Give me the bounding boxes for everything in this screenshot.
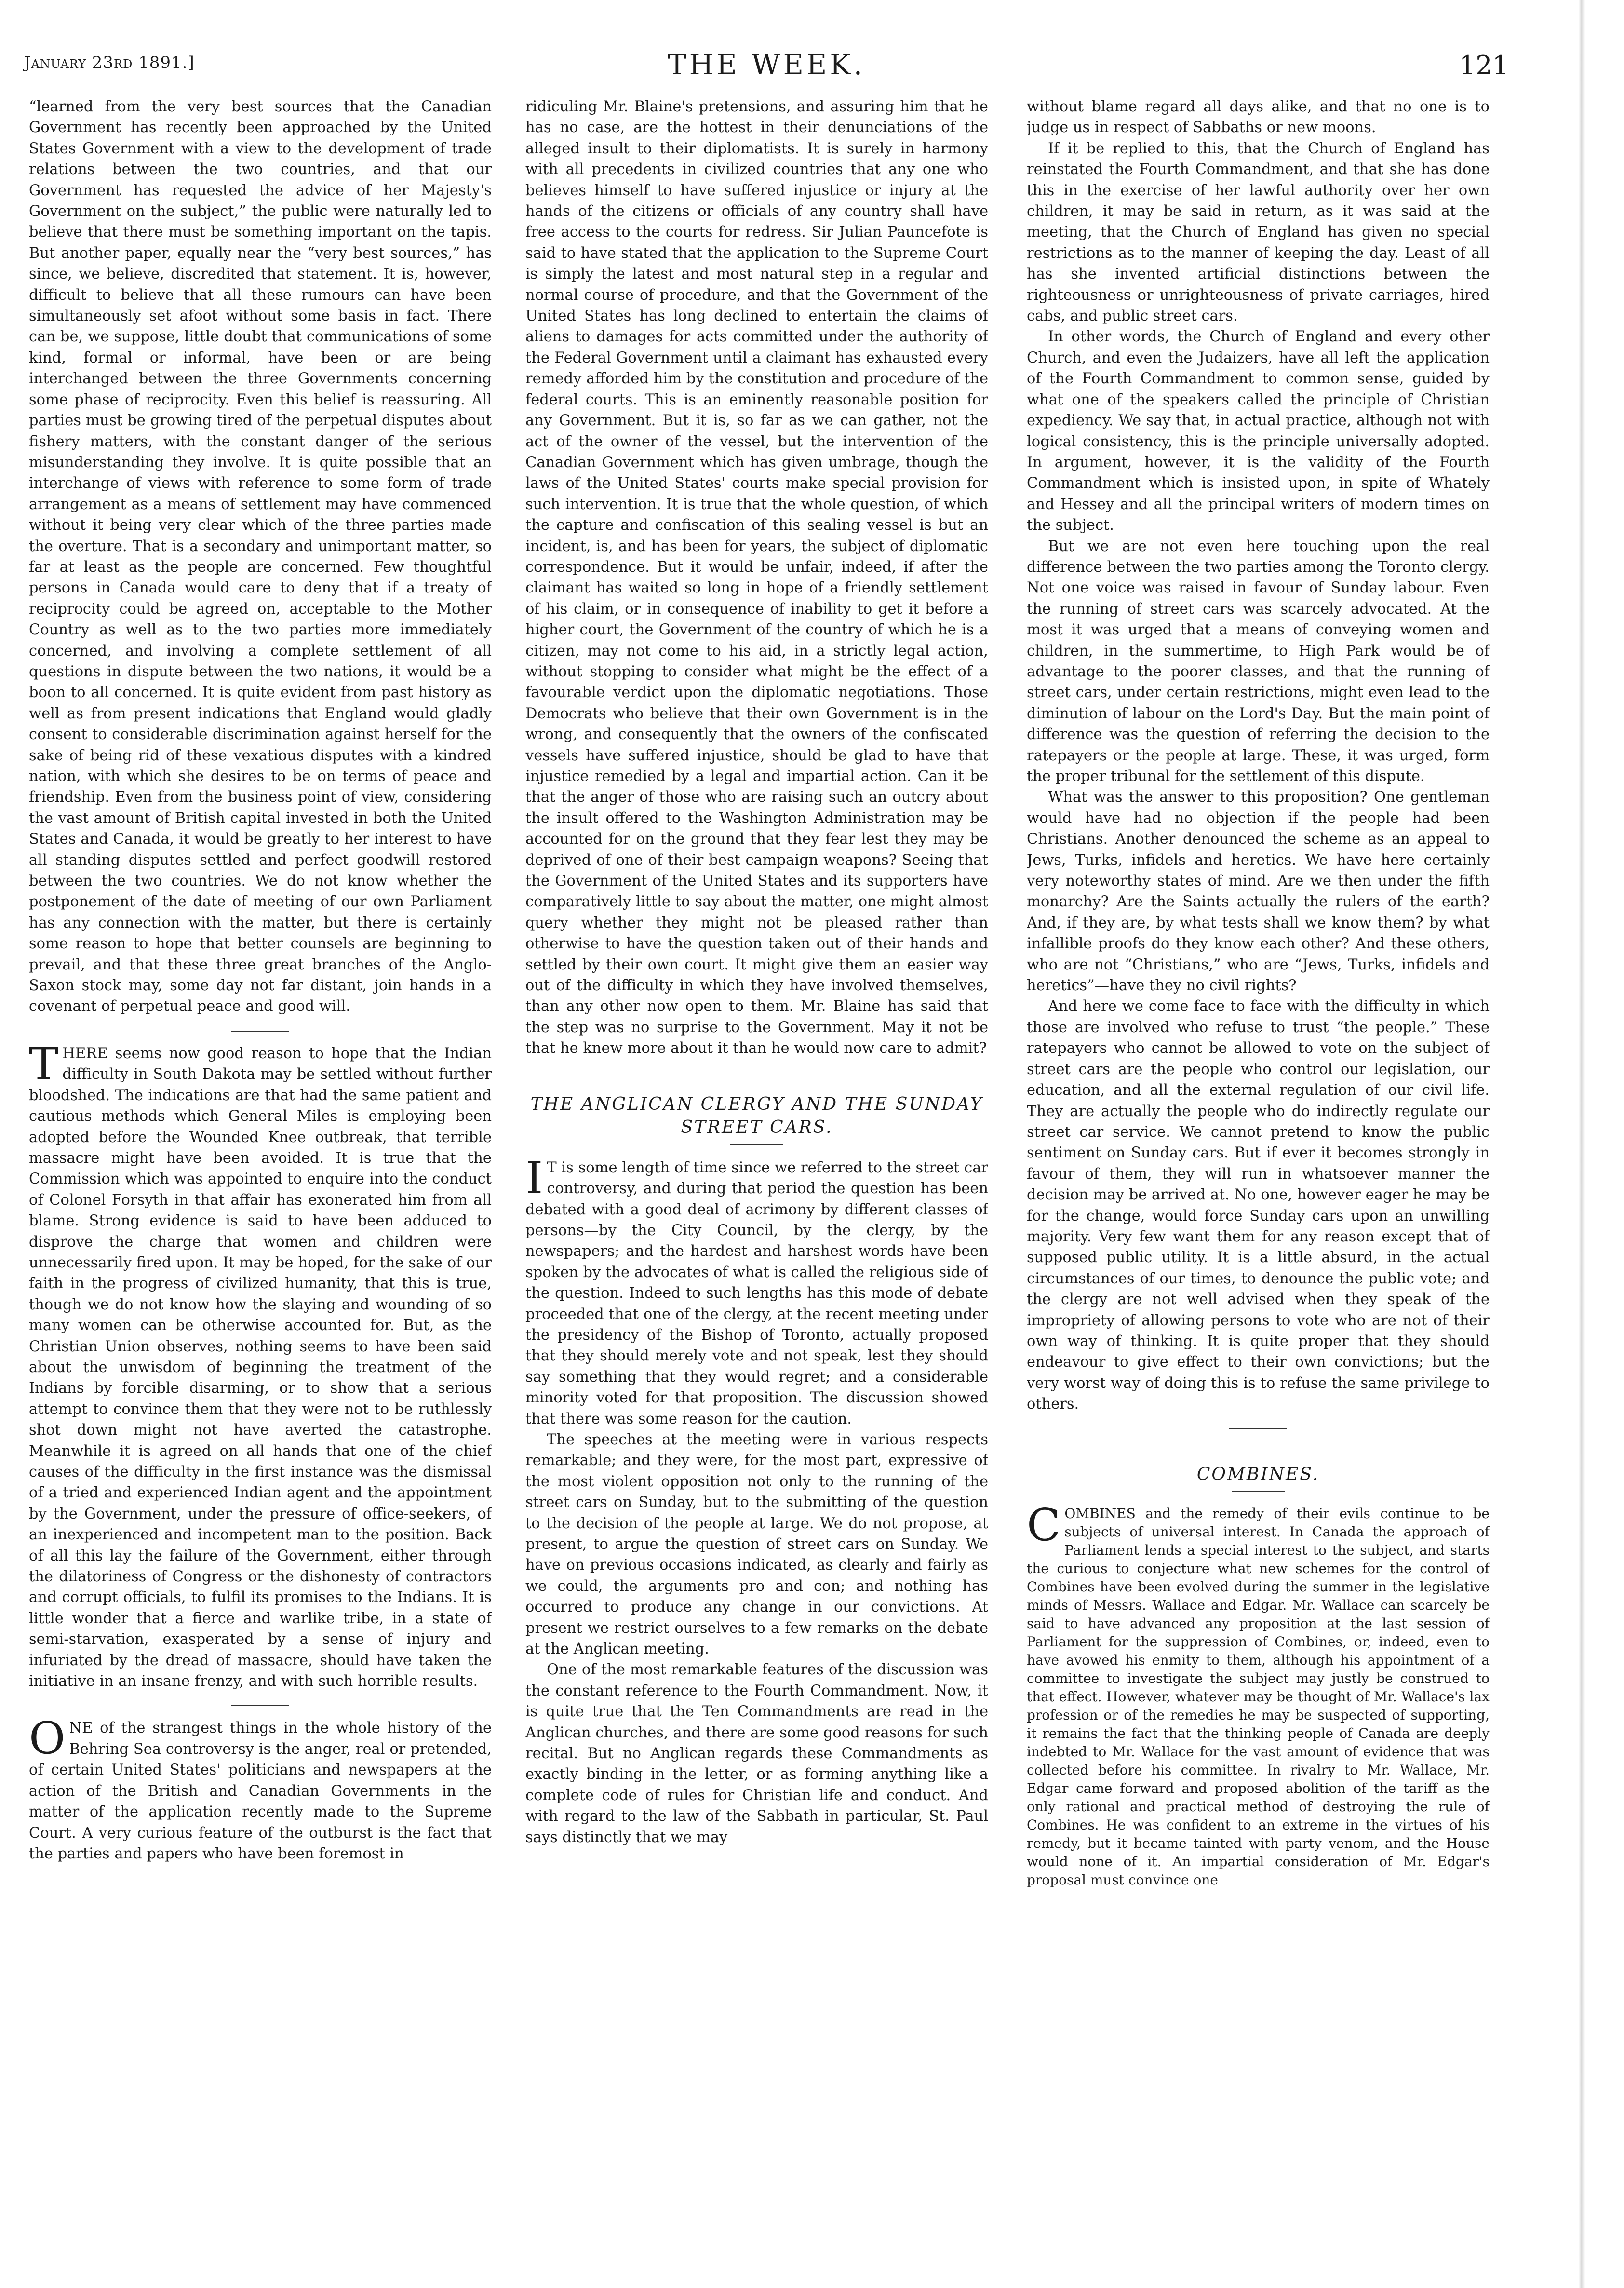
article-paragraph: And here we come face to face with the difficulty in which those are involved who refuse to trust “the people.” These ratepayers who cannot be allowed to vote on the subject of street cars are the people who control our legislation, our education, and all the external regulation of our civil life. They are actually the people who do indirectly regulate our street car service. We cannot pretend to know the public sentiment on Sunday cars. But if ever it becomes strongly in favour of them, they will run in whatsoever manner the decision may be arrived at. No one, however eager he may be for the change, would force Sunday cars upon an unwilling majority. Very few want them for any reason except that of supposed public utility. It is a little absurd, in the actual circumstances of our times, to denounce the public vote; and the clergy are not well advised when they speak of the impropriety of allowing persons to vote who are not of their own way of thinking. It is quite proper that they should endeavour to give effect to their own convictions; but the very worst way of doing this is to refuse the same privilege to others.	[1027, 998, 1490, 1413]
article-paragraph: In other words, the Church of England and every other Church, and even the Judaizers, have all left the application of the Fourth Commandment to common sense, guided by what one of the speakers called the principle of Christian expediency. We say that, in actual practice, although not with logical consistency, this is the principle universally adopted. In argument, however, it is the validity of the Fourth Commandment which is insisted upon, in spite of Whately and Hessey and all the principal writers of modern times on the subject.	[1027, 328, 1490, 534]
article-paragraph: without blame regard all days alike, and that no one is to judge us in respect of Sabbaths or new moons.	[1027, 98, 1490, 136]
article-paragraph: The speeches at the meeting were in various respects remarkable; and they were, for the most part, expressive of the most violent opposition not only to the running of the street cars on Sunday, but to the submitting of the question to the decision of the people at large. We do not propose, at present, to argue the question of street cars on Sunday. We have on previous occasions indicated, as clearly and fairly as we could, the arguments pro and con; and nothing has occurred to produce any change in our convictions. At present we restrict ourselves to a few remarks on the debate at the Anglican meeting.	[525, 1431, 988, 1658]
article-indian-difficulty	[29, 1037, 492, 1692]
column-1	[29, 96, 492, 2251]
title-divider	[730, 1144, 783, 1145]
drop-cap: I	[525, 1152, 543, 1204]
title-divider	[1232, 1491, 1285, 1492]
section-divider	[231, 1031, 289, 1032]
article-paragraph: But we are not even here touching upon the real difference between the two parties among the Toronto clergy. Not one voice was raised in favour of Sunday labour. Even the running of street cars was scarcely advocated. At the most it was urged that a means of conveying women and children, in the summertime, to High Park would be of advantage to the poorer classes, and that the running of street cars, under certain restrictions, might even lead to the diminution of labour on the Lord's Day. But the main point of difference was the question of referring the decision to the ratepayers or the people at large. These, it was urged, form the proper tribunal for the settlement of this dispute.	[1027, 538, 1490, 785]
issue-date: January 23rd 1891.]	[24, 53, 195, 72]
article-reciprocity-text: “learned from the very best sources that the Canadian Government has recently been approached by the United States Government with a view to the development of trade relations between the two countries, and that our Government has requested the advice of her Majesty's Government on the subject,” the public were naturally led to believe that there must be something important on the tapis. But another paper, equally near the “very best sources,” has since, we believe, discredited that statement. It is, however, difficult to believe that all these rumours can have been simultaneously set afoot without some basis in fact. There can be, we suppose, little doubt that communications of some kind, formal or informal, have been or are being interchanged between the three Governments concerning some phase of reciprocity. Even this belief is reassuring. All parties must be growing tired of the perpetual disputes about fishery matters, with the constant danger of the serious misunderstanding they involve. It is quite possible that an interchange of views with reference to some form of trade arrangement as a means of settlement may have commenced without it being very clear which of the three parties made the overture. That is a secondary and unimportant matter, so far at least as the people are concerned. Few thoughtful persons in Canada would care to deny that if a treaty of reciprocity could be agreed on, acceptable to the Mother Country as well as to the two parties more immediately concerned, and involving a complete settlement of all questions in dispute between the two nations, it would be a boon to all concerned. It is quite evident from past history as well as from present indications that England would gladly consent to considerable discrimination against herself for the sake of being rid of these vexatious disputes with a kindred nation, with which she desires to be on terms of peace and friendship. Even from the business point of view, considering the vast amount of British capital invested in both the United States and Canada, it would be greatly to her interest to have all standing disputes settled and perfect goodwill restored between the two countries. We do not know whether the postponement of the date of meeting of our own Parliament has any connection with the matter, but there is certainly some reason to hope that better counsels are beginning to prevail, and that these three great branches of the Anglo-Saxon stock may, some day not far distant, join hands in a covenant of perpetual peace and good will.	[29, 98, 492, 1015]
binding-edge	[1579, 0, 1585, 2288]
article-behring-sea	[29, 1712, 492, 1864]
section-divider	[231, 1705, 289, 1706]
article-title-anglican-clergy: THE ANGLICAN CLERGY AND THE SUNDAY STREET CARS.	[530, 1094, 983, 1137]
article-paragraph: If it be replied to this, that the Church of England has reinstated the Fourth Commandment, and that she has done this in the exercise of her lawful authority over her own children, it may be said in return, as it was said at the meeting, that the Church of England has given no special restrictions as to the manner of keeping the day. Least of all has she invented artificial distinctions between the righteousness or unrighteousness of private carriages, hired cabs, and public street cars.	[1027, 140, 1490, 325]
article-indian-difficulty-text: HERE seems now good reason to hope that the Indian difficulty in South Dakota may be settled without further bloodshed. The indications are that had the same patient and cautious methods which General Miles is employing been adopted before the Wounded Knee outbreak, that terrible massacre might have been avoided. It is true that the Commission which was appointed to enquire into the conduct of Colonel Forsyth in that affair has exonerated him from all blame. Strong evidence is said to have been adduced to disprove the charge that women and children were unnecessarily fired upon. It may be hoped, for the sake of our faith in the progress of civilized humanity, that this is true, though we do not know how the slaying and wounding of so many women can be otherwise accounted for. But, as the Christian Union observes, nothing seems to have been said about the unwisdom of beginning the treatment of the Indians by forcible disarming, or to show that a serious attempt to convince them that they were not to be ruthlessly shot down might not have averted the catastrophe. Meanwhile it is agreed on all hands that one of the chief causes of the difficulty in the first instance was the dismissal of a tried and experienced Indian agent and the appointment by the Government, under the pressure of office-seekers, of an inexperienced and incompetent man to the position. Back of all this lay the failure of the Government, either through the dilatoriness of Congress or the dishonesty of contractors and corrupt officials, to fulfil its promises to the Indians. It is little wonder that a fierce and warlike tribe, in a state of semi-starvation, exasperated by a sense of injury and infuriated by the dread of massacre, should have taken the initiative in an insane frenzy, and with such horrible results.	[29, 1045, 492, 1690]
article-behring-sea-text: NE of the strangest things in the whole history of the Behring Sea controversy is the anger, real or pretended, of certain United States' politicians and newspapers at the action of the British and Canadian Governments in the matter of the application recently made to the Supreme Court. A very curious feature of the outburst is the fact that the parties and papers who have been foremost in	[29, 1720, 492, 1862]
article-street-cars-intro-text: T is some length of time since we referred to the street car controversy, and during that period the question has been debated with a good deal of acrimony by different classes of persons—by the City Council, by the clergy, by the newspapers; and the hardest and harshest words have been spoken by the advocates of what is called the religious side of the question. Indeed to such lengths has this mode of debate proceeded that one of the clergy, at the recent meeting under the presidency of the Bishop of Toronto, actually proposed that they should merely vote and not speak, lest they should say something that they would regret; and a considerable minority voted for that proposition. The discussion showed that there was some reason for the caution.	[525, 1159, 988, 1427]
article-behring-sea-continued: ridiculing Mr. Blaine's pretensions, and assuring him that he has no case, are the hottest in their denunciations of the alleged insult to their diplomatists. It is surely in harmony with all precedents in civilized countries that any one who believes himself to have suffered injustice or injury at the hands of the citizens or officials of any country shall have free access to the courts for redress. Sir Julian Pauncefote is said to have stated that the application to the Supreme Court is simply the latest and most natural step in a regular and normal course of procedure, and that the Government of the United States has long declined to entertain the claims of aliens to damages for acts committed under the authority of the Federal Government until a claimant has exhausted every remedy afforded him by the constitution and procedure of the federal courts. This is an eminently reasonable position for any Government. But it is, so far as we can gather, not the act of the owner of the vessel, but the intervention of the Canadian Government which has given umbrage, though the laws of the United States' courts make special provision for such intervention. It is true that the whole question, of which the capture and confiscation of this sealing vessel is but an incident, is, and has been for years, the subject of diplomatic correspondence. But it would be unfair, indeed, if after the claimant has waited so long in hope of a friendly settlement of his claim, or in consequence of inability to get it before a higher court, the Government of the country of which he is a citizen, may not come to his aid, in a strictly legal action, without stopping to consider what might be the effect of a favourable verdict upon the diplomatic negotiations. Those Democrats who believe that their own Government is in the wrong, and consequently that the owners of the confiscated vessels have suffered injustice, should be glad to have that injustice remedied by a legal and impartial action. Can it be that the anger of those who are raising such an outcry about the insult offered to the Washington Administration may be accounted for on the ground that they fear lest they may be deprived of one of their best campaign weapons? Seeing that the Government of the United States and its supporters have comparatively little to say about the matter, one might almost query whether they might not be pleased rather than otherwise to have the question taken out of their hands and settled by their own court. It might give them an easier way out of the difficulty in which they have involved themselves, than any other now open to them. Mr. Blaine has said that the step was no surprise to the Government. May it not be that he knew more about it than he would now care to admit?	[525, 98, 988, 1057]
article-paragraph: One of the most remarkable features of the discussion was the constant reference to the Fourth Commandment. Now, it is quite true that the Ten Commandments are read in the Anglican churches, and there are some good reasons for such recital. But no Anglican regards these Commandments as exactly binding in the letter, or as forming anything like a complete code of rules for Christian life and conduct. And with regard to the law of the Sabbath in particular, St. Paul says distinctly that we may	[525, 1661, 988, 1846]
article-title-combines: COMBINES.	[1196, 1464, 1320, 1484]
section-divider	[1229, 1428, 1287, 1429]
article-combines-text: OMBINES and the remedy of their evils continue to be subjects of universal interest. In Canada the approach of Parliament lends a special interest to the subject, and starts the curious to conjecture what new schemes for the control of Combines have been evolved during the summer in the legislative minds of Messrs. Wallace and Edgar. Mr. Wallace can scarcely be said to have advanced any proposition at the last session of Parliament for the suppression of Combines, or, indeed, even to have avowed his enmity to them, although his appointment of a committee to investigate the subject may justly be construed to that effect. However, whatever may be thought of Mr. Wallace's lax profession or of the remedies he may be suspected of supporting, it remains the fact that the thinking people of Canada are deeply indebted to Mr. Wallace for the vast amount of evidence that was collected before his committee. In rivalry to Mr. Wallace, Mr. Edgar came forward and proposed abolition of the tariff as the only rational and practical method of destroying the rule of Combines. He was confident to an extreme in the virtues of his remedy, but it became tainted with party venom, and the House would none of it. An impartial consideration of Mr. Edgar's proposal must convince one	[1027, 1505, 1490, 1888]
masthead: THE WEEK.	[667, 48, 866, 81]
drop-cap: T	[29, 1037, 59, 1090]
column-3	[1027, 96, 1490, 2251]
drop-cap: O	[29, 1712, 66, 1764]
column-2	[525, 96, 988, 2251]
article-street-cars-intro	[525, 1152, 988, 1429]
page-number: 121	[1459, 50, 1509, 81]
drop-cap: C	[1027, 1499, 1061, 1551]
article-combines	[1027, 1499, 1490, 1889]
article-paragraph: What was the answer to this proposition? One gentleman would have had no objection if the people had been Christians. Another denounced the scheme as an appeal to Jews, Turks, infidels and heretics. We have here certainly very noteworthy states of mind. Are we then under the fifth monarchy? Are the Saints actually the rulers of the earth? And, if they are, by what tests shall we know them? by what infallible proofs do they know each other? And these others, who are not “Christians,” who are “Jews, Turks, infidels and heretics”—have they no civil rights?	[1027, 789, 1490, 995]
